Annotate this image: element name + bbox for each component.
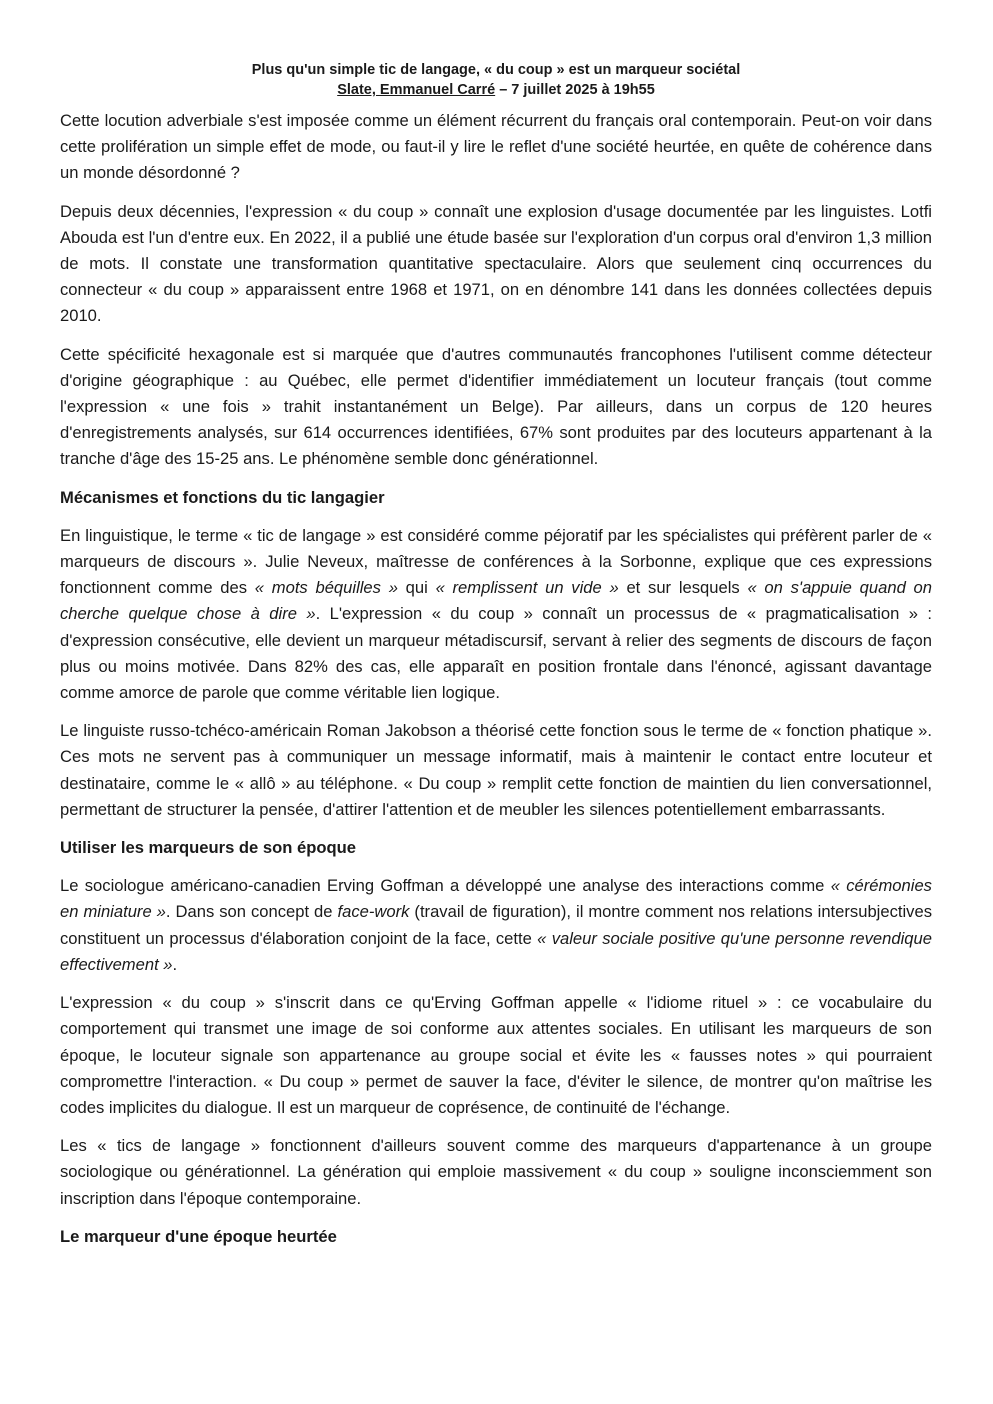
paragraph-ritual-idiom: L'expression « du coup » s'inscrit dans ce qu'Erving Goffman appelle « l'idiome rituel » : ce vocabulaire du comportement qui transmet une image de soi conforme aux attentes sociales. En utilisant les marqueurs de son époque, le locuteur signale son appartenance au groupe social et évite les « fausses notes » qui pourraient compromettre l'interaction. « Du coup » permet de sauver la face, d'éviter le silence, de montrer qu'on maîtrise les codes implicites du dialogue. Il est un marqueur de coprésence, de continuité de l'échange. (60, 993, 932, 1117)
paragraph-usage-explosion: Depuis deux décennies, l'expression « du coup » connaît une explosion d'usage documentée par les linguistes. Lotfi Abouda est l'un d'entre eux. En 2022, il a publié une étude basée sur l'exploration d'un corpus oral d'environ 1,3 million de mots. Il constate une transformation quantitative spectaculaire. Alors que seulement cinq occurrences du connecteur « du coup » apparaissent entre 1968 et 1971, on en dénombre 141 dans les données collectées depuis 2010. (60, 201, 932, 326)
article-date: – 7 juillet 2025 à 19h55 (495, 82, 655, 98)
paragraph-intro: Cette locution adverbiale s'est imposée comme un élément récurrent du français oral contemporain. Peut-on voir dans cette prolifération un simple effet de mode, ou faut-il y lire le reflet d'une société heurtée, en quête de cohérence dans un monde désordonné ? (60, 111, 932, 183)
section-heading-mechanisms: Mécanismes et fonctions du tic langagier (60, 487, 385, 507)
article-byline (60, 80, 932, 100)
article-header (60, 60, 932, 100)
paragraph-goffman: Le sociologue américano-canadien Erving Goffman a développé une analyse des interactions comme « cérémonies en miniature ». Dans son concept de face-work (travail de figuration), il montre comment nos relations intersubjectives constituent un processus d'élaboration conjoint de la face, cette « valeur sociale positive qu'une personne revendique effectivement ». (60, 876, 933, 974)
article-title: Plus qu'un simple tic de langage, « du coup » est un marqueur sociétal (251, 62, 741, 78)
section-heading-troubled-era: Le marqueur d'une époque heurtée (60, 1226, 337, 1246)
paragraph-belonging-markers: Les « tics de langage » fonctionnent d'ailleurs souvent comme des marqueurs d'appartenance à un groupe sociologique ou générationnel. La génération qui emploie massivement « du coup » souligne inconsciemment son inscription dans l'époque contemporaine. (60, 1136, 932, 1208)
article-source: Slate, Emmanuel Carré (337, 82, 496, 98)
paragraph-phatic-function: Le linguiste russo-tchéco-américain Roman Jakobson a théorisé cette fonction sous le terme de « fonction phatique ». Ces mots ne servent pas à communiquer un message informatif, mais à maintenir le contact entre locuteur et destinataire, comme le « allô » au téléphone. « Du coup » remplit cette fonction de maintien du lien conversationnel, permettant de structurer la pensée, d'attirer l'attention et de meubler les silences potentiellement embarrassants. (60, 721, 932, 819)
paragraph-hexagonal-specificity: Cette spécificité hexagonale est si marquée que d'autres communautés francophones l'utilisent comme détecteur d'origine géographique : au Québec, elle permet d'identifier immédiatement un locuteur français (tout comme l'expression « une fois » trahit instantanément un Belge). Par ailleurs, dans un corpus de 120 heures d'enregistrements analysés, sur 614 occurrences identifiées, 67% sont produites par des locuteurs appartenant à la tranche d'âge des 15-25 ans. Le phénomène semble donc générationnel. (60, 344, 932, 469)
paragraph-discourse-markers: En linguistique, le terme « tic de langage » est considéré comme péjoratif par les spécialistes qui préfèrent parler de « marqueurs de discours ». Julie Neveux, maîtresse de conférences à la Sorbonne, explique que ces expressions fonctionnent comme des « mots béquilles » qui « remplissent un vide » et sur lesquels « on s'appuie quand on cherche quelque chose à dire ». L'expression « du coup » connaît un processus de « pragmaticalisation » : d'expression consécutive, elle devient un marqueur métadiscursif, servant à relier des segments de discours de façon plus ou moins motivée. Dans 82% des cas, elle apparaît en position frontale dans l'énoncé, agissant davantage comme amorce de parole que comme véritable lien logique. (60, 525, 932, 703)
document-page (60, 60, 932, 1262)
section-heading-era-markers: Utiliser les marqueurs de son époque (60, 838, 357, 858)
